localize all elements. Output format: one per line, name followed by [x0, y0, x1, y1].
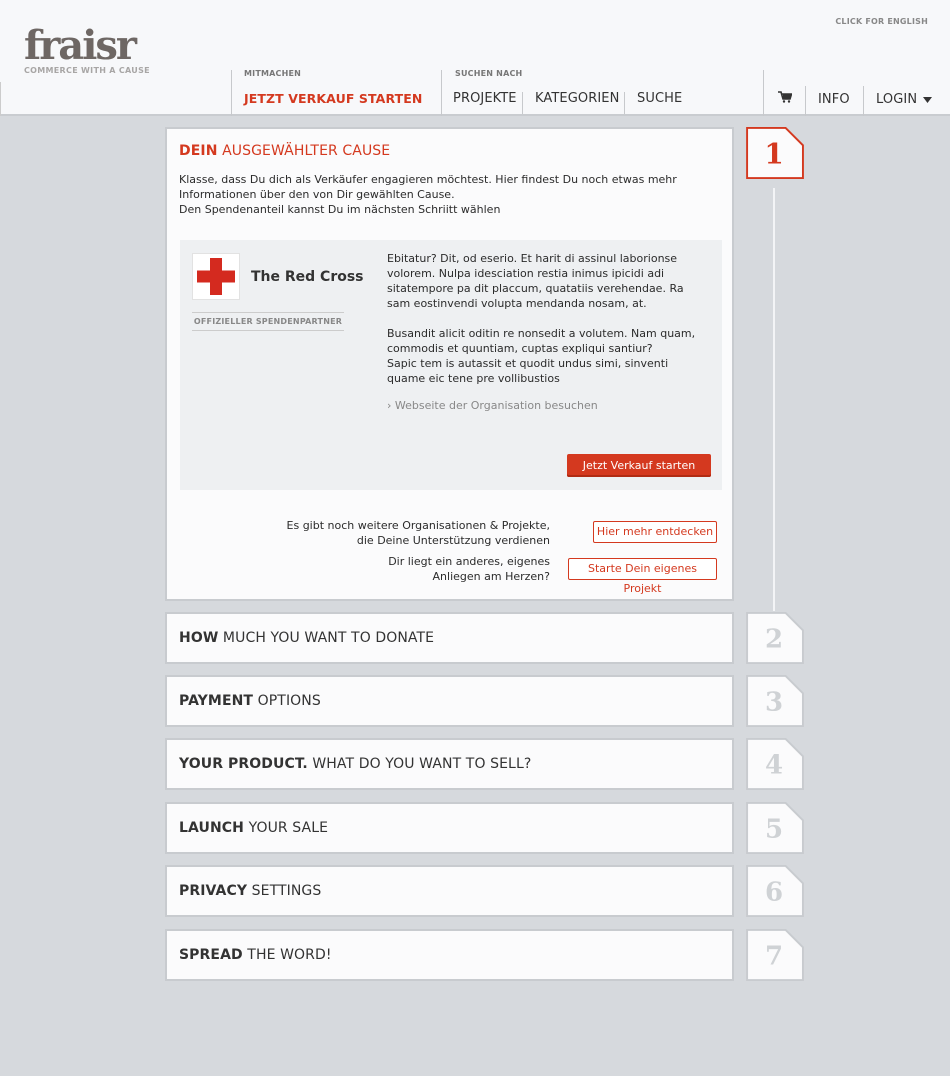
step-title-bold: LAUNCH: [179, 820, 245, 836]
login-label: LOGIN: [876, 92, 918, 107]
intro-text: Klasse, dass Du dich als Verkäufer engagieren möchtest. Hier findest Du noch etwas mehr Informationen über den von Dir gewählten Cause.: [179, 173, 677, 201]
nav-info-link[interactable]: INFO: [818, 92, 850, 107]
organisation-name: The Red Cross: [251, 269, 364, 285]
step-title: [179, 947, 332, 963]
step-number: 1: [764, 137, 784, 171]
cause-intro: [179, 172, 719, 217]
step-badge-7: [745, 929, 806, 981]
step-title-bold: PAYMENT: [179, 693, 254, 709]
step-number: 7: [765, 941, 784, 972]
red-cross-logo: [192, 253, 240, 300]
step-title: [179, 630, 434, 646]
step-title: [179, 883, 321, 899]
intro-text: Den Spendenanteil kannst Du im nächsten Schriitt wählen: [179, 203, 501, 216]
nav-divider: [763, 70, 764, 116]
nav-divider: [624, 92, 625, 114]
step-panel-product[interactable]: [165, 738, 734, 790]
cart-icon[interactable]: [778, 91, 792, 103]
logo-wordmark: fraisr: [24, 22, 135, 69]
nav-categories-link[interactable]: KATEGORIEN: [535, 91, 620, 106]
more-text-line: Anliegen am Herzen?: [432, 570, 550, 583]
chevron-down-icon: [923, 97, 932, 103]
step-panel-spread[interactable]: [165, 929, 734, 981]
step-number: 6: [765, 877, 784, 908]
step-number: 5: [765, 814, 784, 845]
more-text-line: Dir liegt ein anderes, eigenes: [388, 555, 550, 568]
more-organisations-text: [287, 518, 550, 548]
step-title-bold: SPREAD: [179, 947, 243, 963]
discover-more-button[interactable]: Hier mehr entdecken: [593, 521, 717, 543]
step-badge-2: [745, 612, 806, 664]
more-text-line: die Deine Unterstützung verdienen: [356, 534, 550, 547]
nav-group-label-mitmachen: MITMACHEN: [244, 69, 302, 78]
step-title-rest: MUCH YOU WANT TO DONATE: [218, 630, 435, 646]
step-title-rest: THE WORD!: [242, 947, 332, 963]
nav-start-sale-link[interactable]: JETZT VERKAUF STARTEN: [244, 91, 423, 106]
step-badge-1: [745, 127, 806, 179]
organisation-website-link[interactable]: › Webseite der Organisation besuchen: [387, 399, 598, 412]
start-own-project-button[interactable]: Starte Dein eigenes Projekt: [568, 558, 717, 580]
logo-tagline: COMMERCE WITH A CAUSE: [24, 66, 150, 75]
nav-login-link[interactable]: [876, 92, 932, 107]
description-paragraph: Ebitatur? Dit, od eserio. Et harit di assinul laborionse volorem. Nulpa idesciation restia inimus ipicidi adi sitatempore pa dit placcum, quatatiis verehendae. Ra sam eostinvendi volupta mendanda nosam, at.: [387, 252, 684, 310]
step-panel-payment[interactable]: [165, 675, 734, 727]
nav-divider: [441, 70, 442, 116]
site-header: [0, 0, 950, 116]
step-panel-donation[interactable]: [165, 612, 734, 664]
description-paragraph: Sapic tem is autassit et quodit undus simi, sinventi quame eic tene pre vollibustios: [387, 357, 669, 385]
step-title: [179, 820, 328, 836]
nav-divider: [805, 86, 806, 116]
partner-badge: OFFIZIELLER SPENDENPARTNER: [192, 312, 344, 331]
step-title: [179, 143, 390, 159]
organisation-description: [387, 251, 705, 386]
step-title: [179, 693, 321, 709]
step-badge-4: [745, 738, 806, 790]
step-title-bold: HOW: [179, 630, 219, 646]
step-timeline: [773, 188, 775, 611]
organisation-card: [180, 240, 722, 490]
nav-group-label-search: SUCHEN NACH: [455, 69, 523, 78]
step-panel-privacy[interactable]: [165, 865, 734, 917]
step-title-rest: AUSGEWÄHLTER CAUSE: [217, 143, 391, 159]
nav-divider: [522, 92, 523, 114]
step-title-rest: OPTIONS: [253, 693, 321, 709]
site-logo[interactable]: [24, 22, 150, 75]
nav-divider: [863, 86, 864, 116]
own-project-text: [388, 554, 550, 584]
step-panel-cause: [165, 127, 734, 601]
nav-search-link[interactable]: SUCHE: [637, 91, 683, 106]
step-number: 4: [765, 750, 784, 781]
step-badge-5: [745, 802, 806, 854]
step-title-bold: DEIN: [179, 143, 218, 159]
step-number: 2: [765, 624, 784, 655]
step-title-rest: SETTINGS: [247, 883, 322, 899]
header-divider: [0, 82, 1, 116]
step-number: 3: [765, 687, 784, 718]
language-switch-link[interactable]: CLICK FOR ENGLISH: [835, 17, 928, 26]
red-cross-icon: [193, 254, 239, 299]
more-text-line: Es gibt noch weitere Organisationen & Projekte,: [286, 519, 550, 532]
step-title-rest: YOUR SALE: [244, 820, 329, 836]
step-badge-3: [745, 675, 806, 727]
nav-projects-link[interactable]: PROJEKTE: [453, 91, 517, 106]
step-title: [179, 756, 531, 772]
start-sale-button[interactable]: Jetzt Verkauf starten: [567, 454, 711, 477]
description-paragraph: Busandit alicit oditin re nonsedit a volutem. Nam quam, commodis et quuntiam, cuptas expliqui santiur?: [387, 327, 696, 355]
step-panel-launch[interactable]: [165, 802, 734, 854]
step-title-rest: WHAT DO YOU WANT TO SELL?: [307, 756, 532, 772]
step-title-bold: YOUR PRODUCT.: [179, 756, 308, 772]
nav-divider: [231, 70, 232, 116]
step-title-bold: PRIVACY: [179, 883, 248, 899]
step-badge-6: [745, 865, 806, 917]
